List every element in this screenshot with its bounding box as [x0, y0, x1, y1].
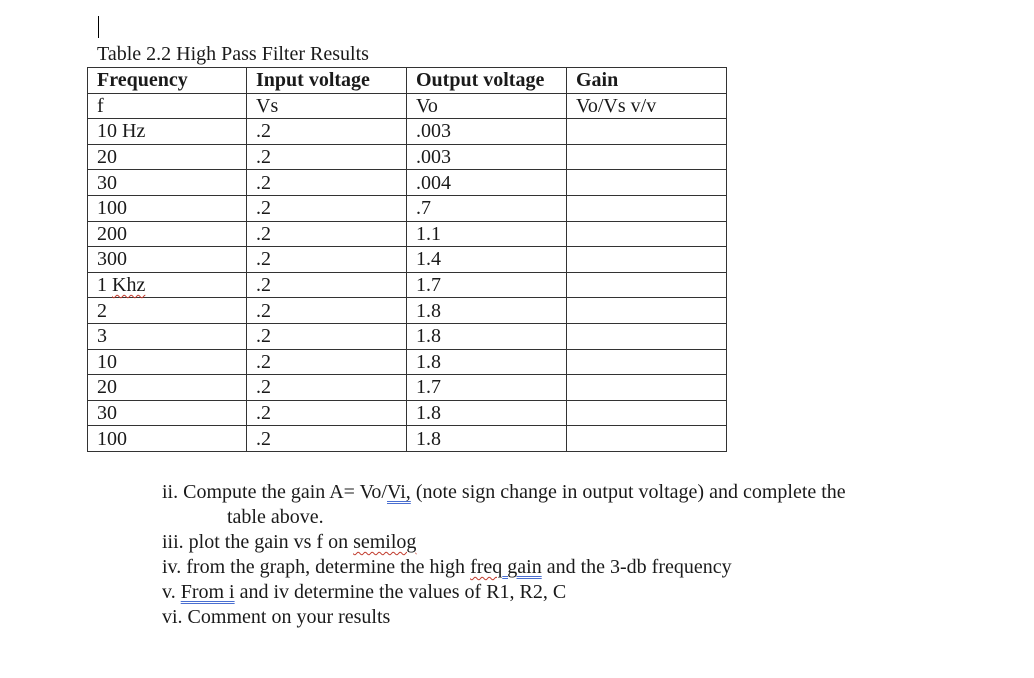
table-row: [88, 170, 727, 196]
instruction-v-prefix: v.: [162, 581, 181, 603]
table-row: [88, 221, 727, 247]
output-voltage-cell: 1.4: [407, 247, 567, 273]
table-row: [88, 323, 727, 349]
instruction-v-text: and iv determine the values of R1, R2, C: [234, 581, 567, 603]
gain-cell: [567, 375, 727, 401]
gain-cell: [567, 349, 727, 375]
table-row: [88, 247, 727, 273]
frequency-cell: 30: [88, 400, 247, 426]
output-voltage-cell: 1.8: [407, 323, 567, 349]
input-voltage-cell: .2: [247, 349, 407, 375]
instruction-iv-text: iv. from the graph, determine the high: [162, 556, 471, 578]
gain-cell: [567, 298, 727, 324]
gain-cell: [567, 119, 727, 145]
table-row: [88, 349, 727, 375]
instruction-ii-continued: table above.: [227, 506, 324, 528]
output-voltage-cell: .004: [407, 170, 567, 196]
output-voltage-cell: 1.8: [407, 349, 567, 375]
gain-cell: [567, 426, 727, 452]
table-row: [88, 144, 727, 170]
instruction-iii: [162, 530, 846, 555]
frequency-cell: 10 Hz: [88, 119, 247, 145]
instruction-ii: [162, 480, 846, 505]
subheader-gain-units: Vo/Vs v/v: [567, 93, 727, 119]
frequency-cell: 10: [88, 349, 247, 375]
table-row: [88, 119, 727, 145]
header-gain: Gain: [567, 68, 727, 94]
gain-cell: [567, 195, 727, 221]
frequency-cell: 20: [88, 144, 247, 170]
subheader-vo: Vo: [407, 93, 567, 119]
input-voltage-cell: .2: [247, 400, 407, 426]
table-row: [88, 400, 727, 426]
gain-cell: [567, 221, 727, 247]
input-voltage-cell: .2: [247, 247, 407, 273]
table-row: [88, 298, 727, 324]
input-voltage-cell: .2: [247, 298, 407, 324]
input-voltage-cell: .2: [247, 119, 407, 145]
frequency-cell: 100: [88, 426, 247, 452]
frequency-cell: 3: [88, 323, 247, 349]
gain-cell: [567, 170, 727, 196]
instruction-ii-text-rest: (note sign change in output voltage) and complete the: [410, 481, 846, 503]
input-voltage-cell: .2: [247, 272, 407, 298]
output-voltage-cell: .003: [407, 144, 567, 170]
input-voltage-cell: .2: [247, 170, 407, 196]
instruction-v: [162, 580, 846, 605]
output-voltage-cell: 1.1: [407, 221, 567, 247]
gain-cell: [567, 247, 727, 273]
output-voltage-cell: 1.8: [407, 298, 567, 324]
instruction-ii-text: ii. Compute the gain A= Vo/: [162, 481, 387, 503]
subheader-f: f: [88, 93, 247, 119]
table-row: [88, 195, 727, 221]
instruction-iii-text: iii. plot the gain vs f on: [162, 531, 354, 553]
output-voltage-cell: 1.7: [407, 272, 567, 298]
table-row: [88, 375, 727, 401]
output-voltage-cell: 1.7: [407, 375, 567, 401]
input-voltage-cell: .2: [247, 426, 407, 452]
header-input-voltage: Input voltage: [247, 68, 407, 94]
frequency-cell: 100: [88, 195, 247, 221]
input-voltage-cell: .2: [247, 221, 407, 247]
instruction-iii-semilog: semilog: [353, 531, 417, 553]
input-voltage-cell: .2: [247, 144, 407, 170]
instruction-iv-gain: gain: [502, 556, 542, 578]
gain-cell: [567, 400, 727, 426]
frequency-cell: 200: [88, 221, 247, 247]
gain-cell: [567, 323, 727, 349]
instruction-vi: vi. Comment on your results: [162, 606, 391, 628]
table-header-row: [88, 68, 727, 94]
instruction-iv-freq: freq: [470, 556, 503, 578]
input-voltage-cell: .2: [247, 323, 407, 349]
frequency-cell: 30: [88, 170, 247, 196]
table-caption: Table 2.2 High Pass Filter Results: [97, 43, 369, 65]
frequency-cell: [88, 272, 247, 298]
gain-cell: [567, 144, 727, 170]
instruction-v-from-i: From i: [180, 581, 235, 603]
frequency-cell: 300: [88, 247, 247, 273]
table-row: [88, 426, 727, 452]
subheader-vs: Vs: [247, 93, 407, 119]
input-voltage-cell: .2: [247, 375, 407, 401]
header-output-voltage: Output voltage: [407, 68, 567, 94]
table-row: [88, 272, 727, 298]
input-voltage-cell: .2: [247, 195, 407, 221]
table-subheader-row: [88, 93, 727, 119]
frequency-unit: Khz: [112, 274, 146, 297]
frequency-cell: 2: [88, 298, 247, 324]
instruction-ii-vi: Vi,: [387, 481, 411, 503]
frequency-number: 1: [97, 274, 112, 297]
output-voltage-cell: .7: [407, 195, 567, 221]
results-table: [87, 67, 727, 452]
gain-cell: [567, 272, 727, 298]
text-cursor: [98, 16, 99, 38]
output-voltage-cell: 1.8: [407, 426, 567, 452]
instruction-iv: [162, 555, 846, 580]
output-voltage-cell: .003: [407, 119, 567, 145]
frequency-cell: 20: [88, 375, 247, 401]
instruction-iv-text-rest: and the 3-db frequency: [541, 556, 732, 578]
instructions-list: [162, 480, 846, 630]
output-voltage-cell: 1.8: [407, 400, 567, 426]
header-frequency: Frequency: [88, 68, 247, 94]
